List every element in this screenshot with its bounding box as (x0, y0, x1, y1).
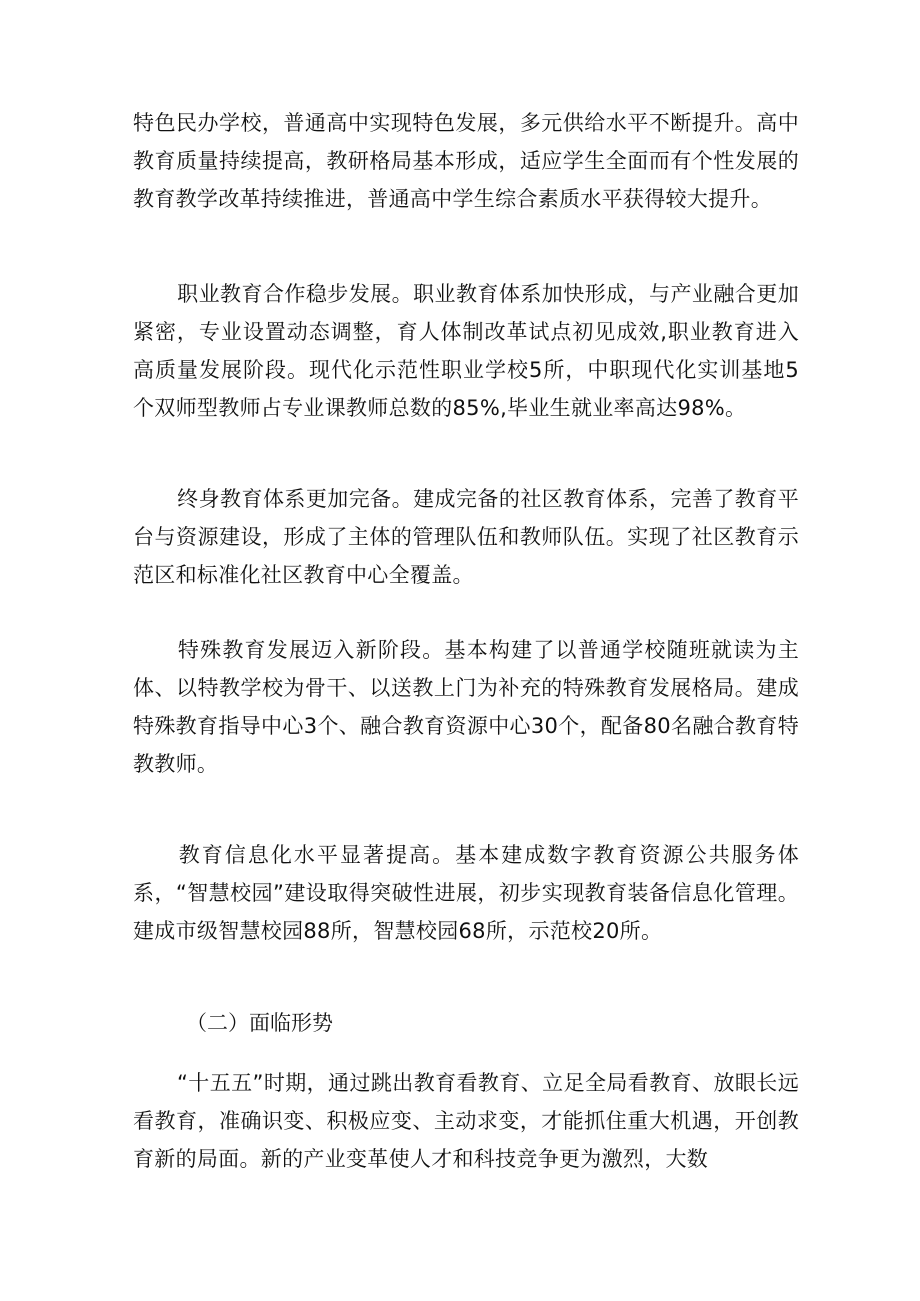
section-heading: （二）面临形势 (186, 1011, 333, 1035)
paragraph-text: 特殊教育发展迈入新阶段。基本构建了以普通学校随班就读为主体、以特教学校为骨干、以送教上门为补充的特殊教育发展格局。建成特殊教育指导中心3个、融合教育资源中心30个，配备80名融合教育特教教师。 (133, 638, 799, 776)
paragraph-text: 特色民办学校，普通高中实现特色发展，多元供给水平不断提升。高中教育质量持续提高，教研格局基本形成，适应学生全面而有个性发展的教育教学改革持续推进，普通高中学生综合素质水平获得较大提升。 (133, 111, 799, 211)
paragraph-text: 终身教育体系更加完备。建成完备的社区教育体系，完善了教育平台与资源建设，形成了主体的管理队伍和教师队伍。实现了社区教育示范区和标准化社区教育中心全覆盖。 (133, 487, 799, 587)
paragraph-text: “十五五”时期，通过跳出教育看教育、立足全局看教育、放眼长远看教育，准确识变、积极应变、主动求变，才能抓住重大机遇，开创教育新的局面。新的产业变革使人才和科技竞争更为激烈，大数 (133, 1071, 799, 1171)
paragraph-private-schools (133, 104, 799, 218)
paragraph-text: 教育信息化水平显著提高。基本建成数字教育资源公共服务体系，“智慧校园”建设取得突破性进展，初步实现教育装备信息化管理。建成市级智慧校园88所，智慧校园68所，示范校20所。 (133, 843, 799, 943)
paragraph-vocational-education (133, 275, 799, 427)
paragraph-lifelong-education (133, 480, 799, 594)
paragraph-situation (133, 1064, 799, 1178)
paragraph-education-informatization (133, 836, 799, 950)
paragraph-text: 职业教育合作稳步发展。职业教育体系加快形成，与产业融合更加紧密，专业设置动态调整，育人体制改革试点初见成效,职业教育进入高质量发展阶段。现代化示范性职业学校5所，中职现代化实训基地5个双师型教师占专业课教师总数的85%,毕业生就业率高达98%。 (133, 282, 799, 420)
paragraph-special-education (133, 631, 799, 783)
